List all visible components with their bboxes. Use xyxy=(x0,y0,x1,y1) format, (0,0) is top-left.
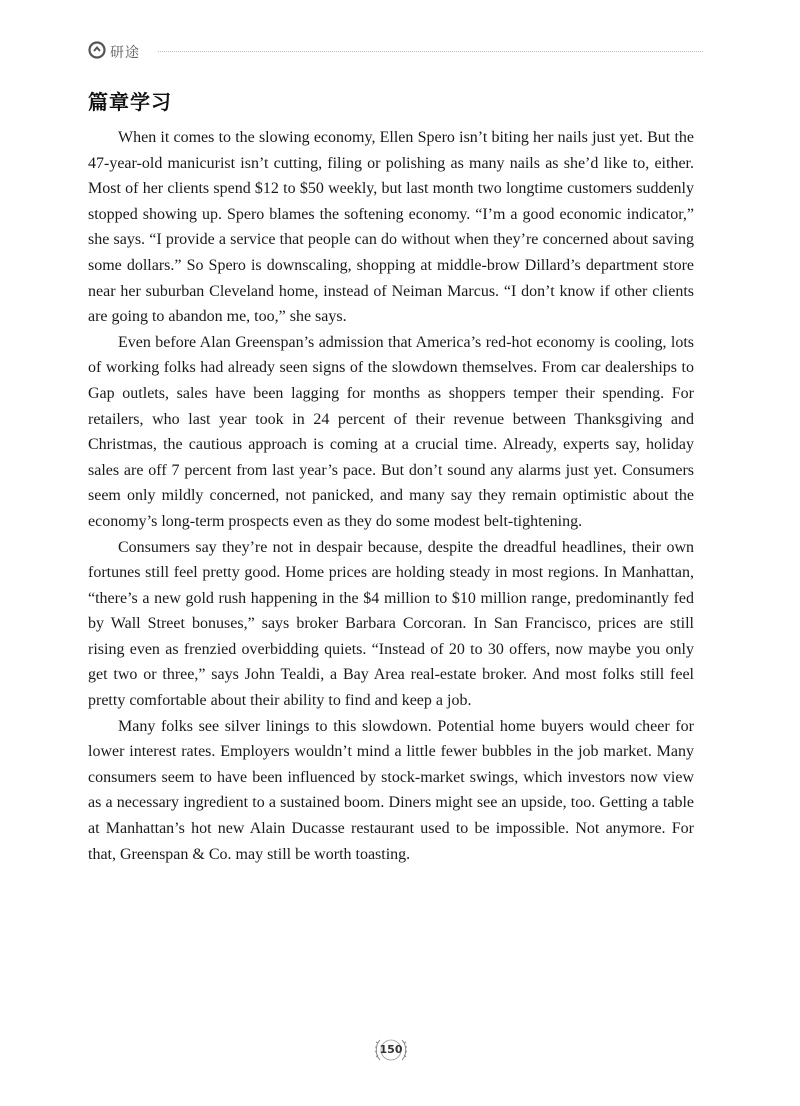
paragraph-3: Consumers say they’re not in despair because, despite the dreadful headlines, their own fortunes still feel pretty good. Home prices are holding steady in most regions. In Manhattan, “there’s a new gold rush happening in the $4 million to $10 million range, predominantly fed by Wall Street bonuses,” says broker Barbara Corcoran. In San Francisco, prices are still rising even as frenzied overbidding quiets. “Instead of 20 to 30 offers, now maybe you only get two or three,” says John Tealdi, a Bay Area real-estate broker. And most folks still feel pretty comfortable about their ability to find and keep a job. xyxy=(88,538,694,710)
brand-logo xyxy=(88,40,168,62)
paragraph-4: Many folks see silver linings to this slowdown. Potential home buyers would cheer for lower interest rates. Employers wouldn’t mind a little fewer bubbles in the job market. Many consumers seem to have been influenced by stock-market swings, which investors now view as a necessary ingredient to a sustained boom. Diners might see an upside, too. Getting a table at Manhattan’s hot new Alain Ducasse restaurant used to be impossible. Not anymore. For that, Greenspan & Co. may still be worth toasting. xyxy=(88,717,694,863)
brand-logo-text: 研途 xyxy=(110,45,140,61)
paragraph-2: Even before Alan Greenspan’s admission that America’s red-hot economy is cooling, lots of working folks had already seen signs of the slowdown themselves. From car dealerships to Gap outlets, sales have been lagging for months as shoppers temper their spending. For retailers, who last year took in 24 percent of their revenue between Thanksgiving and Christmas, the cautious approach is coming at a crucial time. Already, experts say, holiday sales are off 7 percent from last year’s pace. But don’t sound any alarms just yet. Consumers seem only mildly concerned, not panicked, and many say they remain optimistic about the economy’s long-term prospects even as they do some modest belt-tightening. xyxy=(88,333,694,530)
header-dotted-rule xyxy=(158,51,703,52)
page-number-badge xyxy=(373,1037,409,1063)
page-number: 150 xyxy=(379,1043,403,1056)
page-header xyxy=(88,40,703,62)
section-title: 篇章学习 xyxy=(88,90,172,114)
brand-swirl-icon xyxy=(88,41,106,59)
article-body xyxy=(88,125,694,867)
paragraph-1: When it comes to the slowing economy, Ellen Spero isn’t biting her nails just yet. But the 47-year-old manicurist isn’t cutting, filing or polishing as many nails as she’d like to, either. Most of her clients spend $12 to $50 weekly, but last month two longtime customers suddenly stopped showing up. Spero blames the softening economy. “I’m a good economic indicator,” she says. “I provide a service that people can do without when they’re concerned about saving some dollars.” So Spero is downscaling, shopping at middle-brow Dillard’s department store near her suburban Cleveland home, instead of Neiman Marcus. “I don’t know if other clients are going to abandon me, too,” she says. xyxy=(88,129,694,326)
